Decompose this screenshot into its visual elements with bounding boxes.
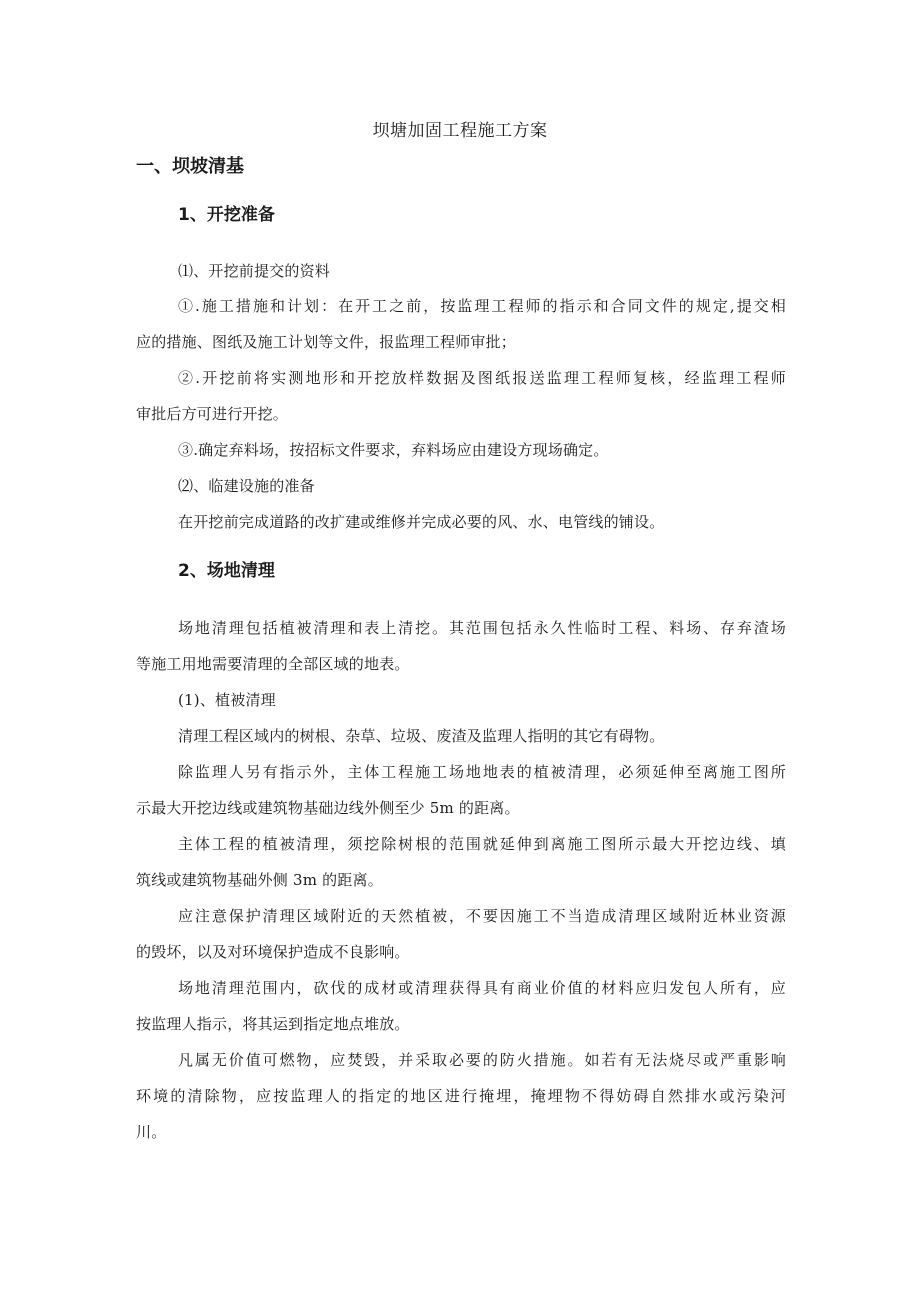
paragraph-line: 川。 [136, 1123, 167, 1141]
subsection-heading-2: 2、场地清理 [178, 561, 275, 581]
paragraph-line: 应注意保护清理区域附近的天然植被，不要因施工不当造成清理区域附近林业资源 [178, 907, 786, 925]
paragraph-line: ②.开挖前将实测地形和开挖放样数据及图纸报送监理工程师复核，经监理工程师 [178, 369, 786, 387]
paragraph-line: 审批后方可进行开挖。 [136, 405, 289, 423]
item-label: (1)、植被清理 [178, 691, 276, 709]
paragraph-line: 按监理人指示，将其运到指定地点堆放。 [136, 1015, 410, 1033]
paragraph-line: 清理工程区域内的树根、杂草、垃圾、废渣及监理人指明的其它有碍物。 [178, 727, 665, 745]
paragraph-line: 场地清理范围内，砍伐的成材或清理获得具有商业价值的材料应归发包人所有，应 [178, 979, 786, 997]
paragraph-line: 示最大开挖边线或建筑物基础边线外侧至少 5m 的距离。 [136, 799, 520, 817]
paragraph-line: 等施工用地需要清理的全部区域的地表。 [136, 655, 410, 673]
paragraph-line: ①.施工措施和计划：在开工之前，按监理工程师的指示和合同文件的规定,提交相 [178, 297, 786, 315]
item-label: ⑴、开挖前提交的资料 [178, 262, 331, 280]
section-heading-1: 一、坝坡清基 [136, 156, 244, 177]
paragraph-line: 应的措施、图纸及施工计划等文件，报监理工程师审批； [136, 333, 517, 351]
paragraph-line: 在开挖前完成道路的改扩建或维修并完成必要的风、水、电管线的铺设。 [178, 513, 665, 531]
paragraph-line: ③.确定弃料场，按招标文件要求，弃料场应由建设方现场确定。 [178, 441, 609, 459]
paragraph-line: 凡属无价值可燃物，应焚毁，并采取必要的防火措施。如若有无法烧尽或严重影响 [178, 1051, 786, 1069]
paragraph-line: 主体工程的植被清理，须挖除树根的范围就延伸到离施工图所示最大开挖边线、填 [178, 835, 786, 853]
paragraph-line: 的毁坏，以及对环境保护造成不良影响。 [136, 943, 410, 961]
paragraph-line: 除监理人另有指示外，主体工程施工场地地表的植被清理，必须延伸至离施工图所 [178, 763, 786, 781]
paragraph-line: 筑线或建筑物基础外侧 3m 的距离。 [136, 871, 383, 889]
item-label: ⑵、临建设施的准备 [178, 477, 315, 495]
paragraph-line: 场地清理包括植被清理和表上清挖。其范围包括永久性临时工程、料场、存弃渣场 [178, 619, 786, 637]
document-title: 坝塘加固工程施工方案 [372, 121, 548, 141]
paragraph-line: 环境的清除物，应按监理人的指定的地区进行掩埋，掩埋物不得妨碍自然排水或污染河 [136, 1087, 786, 1105]
subsection-heading-1: 1、开挖准备 [178, 205, 275, 225]
